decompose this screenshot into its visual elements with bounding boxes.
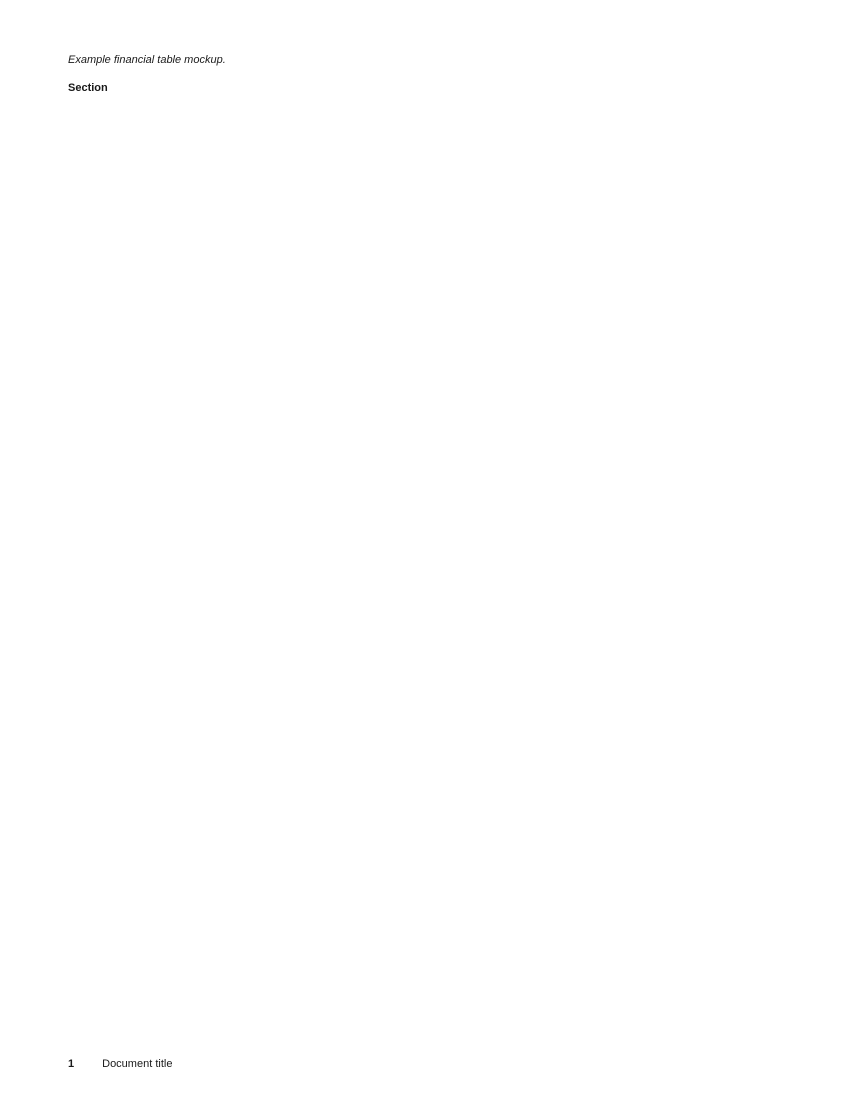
page-number: 1 (68, 1058, 75, 1070)
intro-text: Example financial table mockup. (68, 54, 226, 66)
page-footer (68, 1058, 172, 1070)
section-heading: Section (68, 82, 108, 94)
document-title: Document title (102, 1058, 173, 1070)
